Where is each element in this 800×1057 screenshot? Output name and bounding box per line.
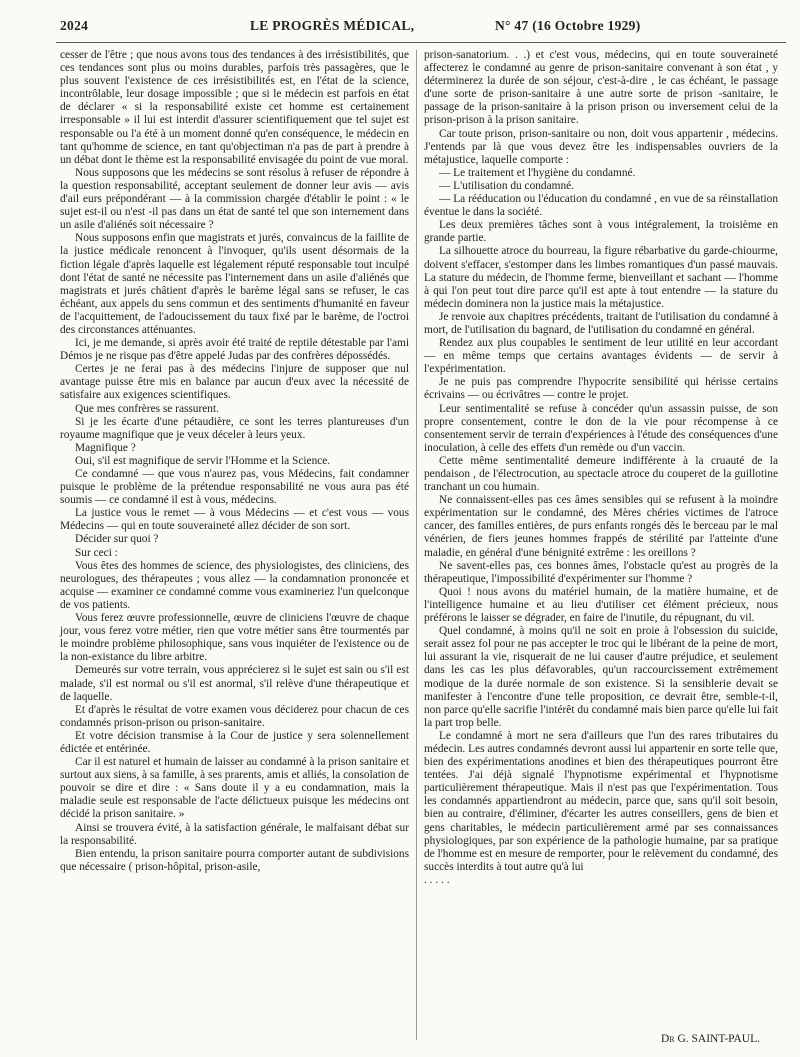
paragraph: Certes je ne ferai pas à des médecins l'injure de supposer que nul avantage puisse être mis en balance par aucun d'eux avec la nécessité de satisfaire aux exigences scientifiques. xyxy=(60,363,409,402)
paragraph: Leur sentimentalité se refuse à concéder qu'un assassin puisse, de son propre consentement, contre le don de la vie pour récompense à ce consentement servir de terrain d'expériences à l'étude des conséquences d'une inoculation, à celle des effets d'un remède ou d'un vaccin. xyxy=(424,402,778,454)
paragraph: Ne savent-elles pas, ces bonnes âmes, l'obstacle qu'est au progrès de la thérapeutique, l'impossibilité d'expérimenter sur l'homme ? xyxy=(424,559,778,585)
paragraph: Nous supposons enfin que magistrats et jurés, convaincus de la faillite de la justice médicale renoncent à l'invoquer, qu'ils usent désormais de la fiction légale d'après laquelle est légalement réputé responsable tout inculpé dont l'état de santé ne nécessite pas l'internement dans un asile d'aliénés que magistrats et jurés châtient d'après le barème légal sans se refuser, le cas échéant, aux appels du sens commun et des sentiments d'humanité en faveur de l'acquittement, de l'adoucissement du taux fixé par le barème, de l'octroi des circonstances atténuantes. xyxy=(60,232,409,336)
page-header xyxy=(60,16,780,40)
paragraph: Bien entendu, la prison sanitaire pourra comporter autant de subdivisions que nécessaire ( prison-hôpital, prison-asile, xyxy=(60,847,409,873)
paragraph: Rendez aux plus coupables le sentiment de leur utilité en leur accordant — en même temps que certains avantages évidents — de servir à l'expérimentation. xyxy=(424,337,778,376)
author-signature: Dr G. SAINT-PAUL. xyxy=(660,1033,760,1045)
paragraph: — La rééducation ou l'éducation du condamné , en vue de sa réinstallation éventue le dans la société. xyxy=(424,193,778,219)
paragraph: Magnifique ? xyxy=(75,441,136,454)
paragraph: Oui, s'il est magnifique de servir l'Homme et la Science. xyxy=(75,454,331,467)
paragraph: Ici, je me demande, si après avoir été traité de reptile détestable par l'ami Démos je ne risque pas d'être appelé Judas par des confrères dépossédés. xyxy=(60,337,409,363)
journal-title: LE PROGRÈS MÉDICAL, xyxy=(250,18,415,33)
paragraph: Vous êtes des hommes de science, des physiologistes, des cliniciens, des neurologues, des thérapeutes ; vous allez — la condamnation prononcée et acquise — examiner ce condamné comme vous examineriez l'un quelconque de vos patients. xyxy=(60,559,409,611)
paragraph: Décider sur quoi ? xyxy=(75,533,159,546)
paragraph: Sur ceci : xyxy=(75,546,118,559)
page-number: 2024 xyxy=(60,18,89,33)
paragraph: . . . . . xyxy=(424,873,450,886)
paragraph: Cette même sentimentalité demeure indifférente à la cruauté de la pendaison , de l'électrocution, au spectacle atroce du couperet de la guillotine tranchant un cou humain. xyxy=(424,454,778,494)
paragraph: La silhouette atroce du bourreau, la figure rébarbative du garde-chiourme, doivent s'effacer, s'estomper dans les limbes romantiques d'un passé mauvais. La stature du médecin, de l'homme ferme, bienveillant et sachant — l'homme à qui l'on peut tout dire parce qu'il est apte à tout entendre — la stature du médecin dominera non la justice mais la métajustice. xyxy=(424,245,778,310)
paragraph: Si je les écarte d'une pétaudière, ce sont les terres plantureuses d'un royaume magnifique que je veux déceler à leurs yeux. xyxy=(60,415,409,441)
right-column xyxy=(424,49,778,887)
paragraph: Que mes confrères se rassurent. xyxy=(75,402,219,415)
paragraph: Demeurés sur votre terrain, vous apprécierez si le sujet est sain ou s'il est malade, s'il est normal ou s'il est anormal, s'il relève d'une thérapeutique et de laquelle. xyxy=(60,664,409,703)
paragraph: prison-sanatorium. . .) et c'est vous, médecins, qui en toute souveraineté affecterez le condamné au genre de prison-sanitaire convenant à son état , y déterminerez la durée de son séjour, c'est-à-dire , le cas échéant, le passage d'une sorte de prison-sanitaire à une autre sorte de prison -sanitaire, le passage de la prison-sanitaire à la prison prison ou inversement celui de la prison-prison à la prison sanitaire. xyxy=(424,49,778,127)
paragraph: Vous ferez œuvre professionnelle, œuvre de cliniciens l'œuvre de chaque jour, vous ferez votre métier, rien que votre métier sans être tourmentés par le moindre problème philosophique, sans vous inquiéter de l'existence ou de la non-existance du libre arbitre. xyxy=(60,612,409,664)
paragraph: Car toute prison, prison-sanitaire ou non, doit vous appartenir , médecins. J'entends par là que vous devez être les indispensables ouvriers de la métajustice, laquelle comporte : xyxy=(424,127,778,166)
paragraph: Je ne puis pas comprendre l'hypocrite sensibilité qui hérisse certains écrivains — ou écrivâtres — contre le projet. xyxy=(424,376,778,402)
paragraph: Car il est naturel et humain de laisser au condamné à la prison sanitaire et surtout aux siens, à sa famille, à ses prarents, amis et alliés, la consolation de pouvoir se dire et dire : « Sans doute il y a eu condamnation, mais la maladie seule est responsable de l'acte délictueux puisque les médecins ont décidé la prison sanitaire. » xyxy=(60,756,409,821)
paragraph: — L'utilisation du condamné. xyxy=(439,179,574,192)
paragraph: cesser de l'être ; que nous avons tous des tendances à des irrésistibilités, que ces tendances sont plus ou moins durables, parfois très passagères, que le plus souvent l'existence de ces irrésistibilités est, en l'état de la science, incontrôlable, leur dosage impossible ; que si le médecin est parfois en état de déclarer « si la responsabilité existe cet homme est certainement irresponsable » il lui est interdit d'assurer scientifiquement que tel sujet est responsable ou l'a été à un moment donné qu'en conséquence, le médecin en tant qu'homme de science, en tant qu'objectiman n'a pas de part à prendre à un débat dont le thème est la responsabilité envisagée du point de vue moral. xyxy=(60,49,409,166)
paragraph: Je renvoie aux chapitres précédents, traitant de l'utilisation du condamné à mort, de l'utilisation du bagnard, de l'utilisation du condamné en général. xyxy=(424,310,778,336)
paragraph: Quel condamné, à moins qu'il ne soit en proie à l'obsession du suicide, serait assez fol pour ne pas accepter le troc qui le libérant de la peine de mort, lui assurant la vie, risquerait de ne lui causer d'autre préjudice, et seulement dans les cas les plus défavorables, qu'un raccourcissement extrêmement modique de la durée normale de son existence. Si la sensiblerie devait se manifester à l'encontre d'une telle proposition, ce devrait être, semble-t-il, non parce qu'elle sacrifie l'intérêt du condamné mais bien parce qu'elle lui fait la part trop belle. xyxy=(424,625,778,729)
paragraph: Ce condamné — que vous n'aurez pas, vous Médecins, fait condamner puisque le problème de la prétendue responsabilité ne vous aura pas été soumis — ce condamné il est à vous, médecins. xyxy=(60,468,409,507)
paragraph: Ainsi se trouvera évité, à la satisfaction générale, le malfaisant débat sur la responsabilité. xyxy=(60,821,409,847)
paragraph: — Le traitement et l'hygiène du condamné. xyxy=(439,166,636,179)
paragraph: Et d'après le résultat de votre examen vous déciderez pour chacun de ces condamnés prison-prison ou prison-sanitaire. xyxy=(60,703,409,729)
paragraph: Le condamné à mort ne sera d'ailleurs que l'un des rares tributaires du médecin. Les autres condamnés devront aussi lui appartenir en sorte telle que, bien des expérimentations anodines et bien des thérapeutiques pourront être tentées. J'ai déjà signalé l'hypnotisme expérimental et l'hypnotisme particulièrement thérapeutique. Mais il n'est pas que l'expérimentation. Tous les condamnés appartiendront au médecin, parce que, sans qu'il soit besoin, bien au contraire, d'éliminer, d'écarter les autres conseillers, gens de bien et gens charitables, le médecin particulièrement armé par ses connaissances physiologiques, par son expérience de la pathologie humaine, par sa pratique de l'homme est en mesure de remporter, pour le relèvement du condamné, des succès interdits à tout autre qu'à lui xyxy=(424,729,778,873)
column-divider xyxy=(416,50,417,1040)
paragraph: Quoi ! nous avons du matériel humain, de la matière humaine, et de l'intelligence humaine et au lieu d'utiliser cet élément précieux, nous préférons le laisser se dégrader, en faire de l'inutile, du répugnant, du vil. xyxy=(424,585,778,625)
issue-info: N° 47 (16 Octobre 1929) xyxy=(495,18,641,33)
paragraph: Les deux premières tâches sont à vous intégralement, la troisième en grande partie. xyxy=(424,219,778,245)
paragraph: Nous supposons que les médecins se sont résolus à refuser de répondre à la question responsabilité, acceptant seulement de donner leur avis — avis d'ail eurs prépondérant — à la commission chargée d'établir le point : « le sujet est-il ou n'est -il pas dans un état de santé tel que son internement dans un asile d'aliénés soit nécessaire ? xyxy=(60,166,409,232)
header-rule xyxy=(56,42,786,43)
paragraph: Et votre décision transmise à la Cour de justice y sera solennellement édictée et entérinée. xyxy=(60,729,409,755)
left-column xyxy=(60,49,409,874)
paragraph: La justice vous le remet — à vous Médecins — et c'est vous — vous Médecins — qui en toute souveraineté allez décider de son sort. xyxy=(60,507,409,533)
paragraph: Ne connaissent-elles pas ces âmes sensibles qui se refusent à la moindre expérimentation sur le condamné, des Mères chéries victimes de l'atroce cancer, des familles entières, de purs enfants rongés dès le berceau par le mal vénérien, de fiers jeunes hommes frappés de stérilité par l'atteinte d'une maladie, en général d'une bénignité extrême : les oreillons ? xyxy=(424,494,778,559)
